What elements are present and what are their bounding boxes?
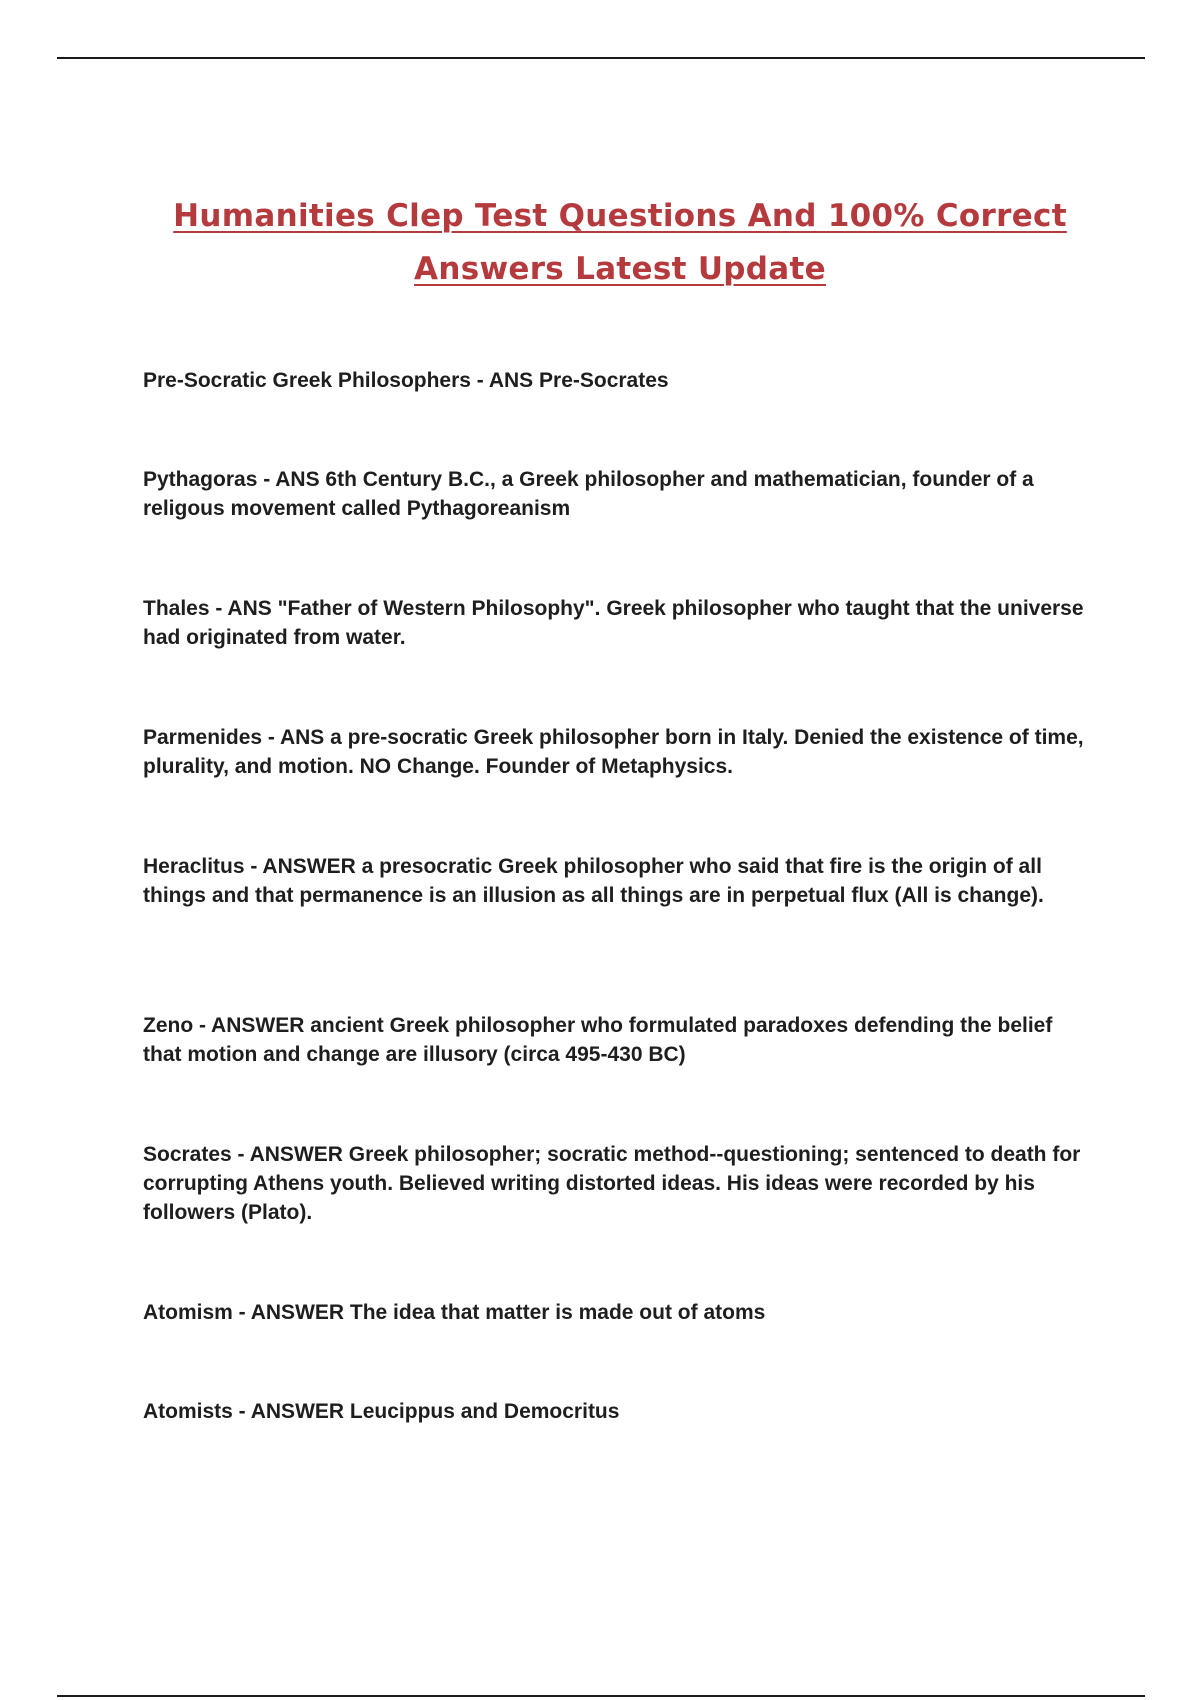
qa-entry: Pre-Socratic Greek Philosophers - ANS Pre-Socrates bbox=[143, 369, 669, 392]
document-title-line-1: Humanities Clep Test Questions And 100% Correct bbox=[173, 198, 1067, 234]
qa-entry: Socrates - ANSWER Greek philosopher; socratic method--questioning; sentenced to death for corrupting Athens youth. Believed writing distorted ideas. His ideas were recorded by his followers (Plato). bbox=[143, 1143, 1081, 1224]
qa-entry: Atomism - ANSWER The idea that matter is made out of atoms bbox=[143, 1301, 766, 1324]
header-rule bbox=[57, 57, 1145, 59]
qa-entry: Atomists - ANSWER Leucippus and Democritus bbox=[143, 1400, 620, 1423]
qa-entry: Zeno - ANSWER ancient Greek philosopher who formulated paradoxes defending the belief that motion and change are illusory (circa 495-430 BC) bbox=[143, 1014, 1053, 1066]
document-title-line-2: Answers Latest Update bbox=[414, 251, 826, 287]
qa-entry: Parmenides - ANS a pre-socratic Greek philosopher born in Italy. Denied the existence of time, plurality, and motion. NO Change. Founder of Metaphysics. bbox=[143, 726, 1084, 778]
qa-entry: Heraclitus - ANSWER a presocratic Greek philosopher who said that fire is the origin of all things and that permanence is an illusion as all things are in perpetual flux (All is change). bbox=[143, 855, 1044, 907]
document-title bbox=[140, 190, 1100, 296]
footer-rule bbox=[57, 1695, 1145, 1697]
qa-entry: Pythagoras - ANS 6th Century B.C., a Greek philosopher and mathematician, founder of a religous movement called Pythagoreanism bbox=[143, 468, 1034, 520]
qa-entry: Thales - ANS "Father of Western Philosophy". Greek philosopher who taught that the universe had originated from water. bbox=[143, 597, 1084, 649]
